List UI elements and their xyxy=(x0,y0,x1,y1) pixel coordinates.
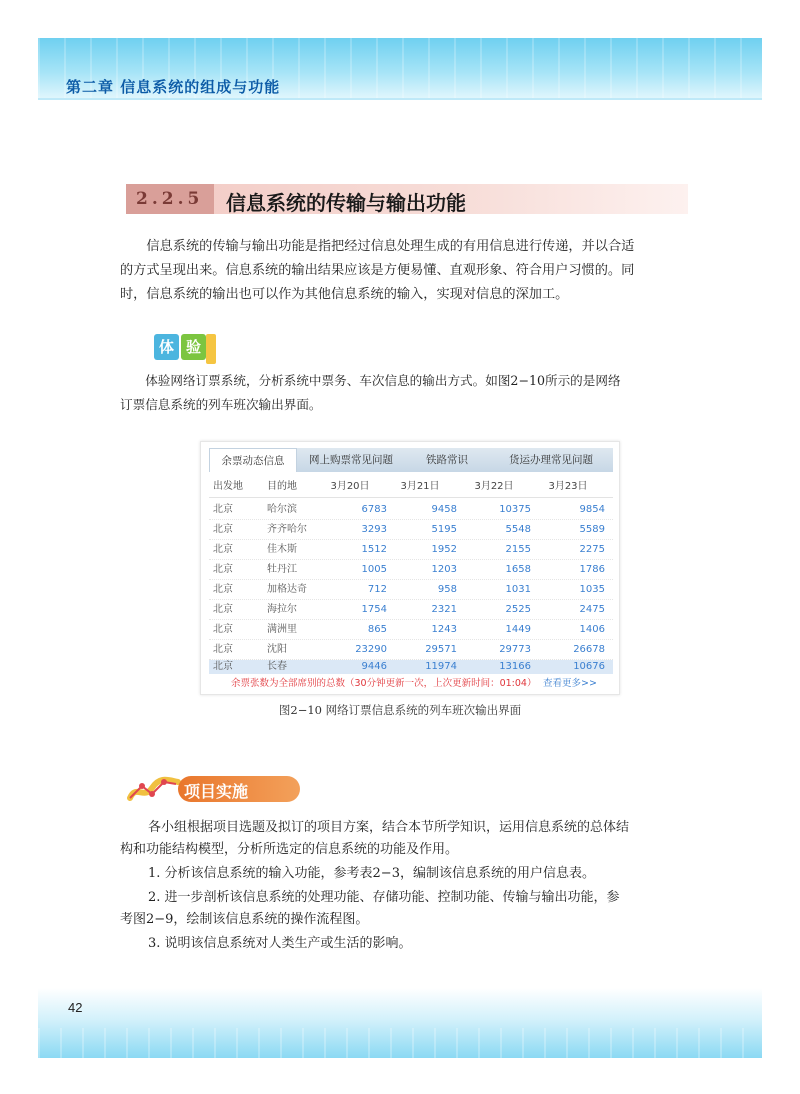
cell-count[interactable]: 1786 xyxy=(579,564,605,575)
cell-count[interactable]: 23290 xyxy=(355,644,387,655)
column-header-from: 出发地 xyxy=(213,481,243,492)
column-header-date-2: 3月21日 xyxy=(400,481,440,492)
table-row xyxy=(209,640,613,660)
cell-from: 北京 xyxy=(213,604,233,615)
cell-from: 北京 xyxy=(213,544,233,555)
experience-badge-char-1: 体 xyxy=(154,334,179,360)
cell-count[interactable]: 9446 xyxy=(361,661,387,672)
cell-count[interactable]: 712 xyxy=(367,584,387,595)
experience-badge-char-2: 验 xyxy=(181,334,206,360)
cell-to: 海拉尔 xyxy=(267,604,297,615)
intro-line-3: 时，信息系统的输出也可以作为其他信息系统的输入，实现对信息的深加工。 xyxy=(120,287,569,302)
figure-caption: 图2−10 网络订票信息系统的列车班次输出界面 xyxy=(278,703,522,717)
figure-update-note: 余票张数为全部席别的总数（30分钟更新一次，上次更新时间：01:04） xyxy=(231,678,537,689)
cell-count[interactable]: 2155 xyxy=(505,544,531,555)
cell-count[interactable]: 9458 xyxy=(431,504,457,515)
cell-from: 北京 xyxy=(213,524,233,535)
table-row xyxy=(209,600,613,620)
line-chart-icon xyxy=(126,774,182,804)
cell-count[interactable]: 1203 xyxy=(431,564,457,575)
cell-to: 佳木斯 xyxy=(267,544,297,555)
cell-to: 齐齐哈尔 xyxy=(267,524,307,535)
cell-count[interactable]: 1658 xyxy=(505,564,531,575)
cell-count[interactable]: 1243 xyxy=(431,624,457,635)
project-item-1: 1. 分析该信息系统的输入功能，参考表2−3，编制该信息系统的用户信息表。 xyxy=(148,866,595,881)
textbook-page xyxy=(38,38,762,1058)
project-item-2-line-1: 2. 进一步剖析该信息系统的处理功能、存储功能、控制功能、传输与输出功能，参 xyxy=(148,890,620,905)
project-title: 项目实施 xyxy=(184,782,249,801)
cell-count[interactable]: 10676 xyxy=(573,661,605,672)
project-item-2-line-2: 考图2−9，绘制该信息系统的操作流程图。 xyxy=(120,912,369,927)
section-number: 2.2.5 xyxy=(136,189,204,209)
intro-line-1: 信息系统的传输与输出功能是指把经过信息处理生成的有用信息进行传递，并以合适 xyxy=(146,239,635,254)
figure-table-header xyxy=(209,476,613,498)
cell-count[interactable]: 1449 xyxy=(505,624,531,635)
experience-line-2: 订票信息系统的列车班次输出界面。 xyxy=(120,397,322,412)
table-row xyxy=(209,620,613,640)
cell-count[interactable]: 2475 xyxy=(579,604,605,615)
figure-tab-bar xyxy=(209,448,613,472)
cell-count[interactable]: 958 xyxy=(437,584,457,595)
cell-count[interactable]: 2525 xyxy=(505,604,531,615)
experience-line-1: 体验网络订票系统，分析系统中票务、车次信息的输出方式。如图2−10所示的是网络 xyxy=(145,373,621,388)
tab-railway-knowledge[interactable]: 铁路常识 xyxy=(426,454,468,466)
column-header-to: 目的地 xyxy=(267,481,297,492)
page-number: 42 xyxy=(68,1000,83,1015)
cell-count[interactable]: 10375 xyxy=(499,504,531,515)
cell-count[interactable]: 1005 xyxy=(361,564,387,575)
column-header-date-4: 3月23日 xyxy=(548,481,588,492)
cell-count[interactable]: 2321 xyxy=(431,604,457,615)
cell-from: 北京 xyxy=(213,661,233,672)
cell-count[interactable]: 5589 xyxy=(579,524,605,535)
cell-count[interactable]: 6783 xyxy=(361,504,387,515)
table-row xyxy=(209,580,613,600)
table-row xyxy=(209,560,613,580)
cell-count[interactable]: 13166 xyxy=(499,661,531,672)
experience-badge-decoration xyxy=(206,334,216,364)
cell-from: 北京 xyxy=(213,624,233,635)
experience-badge xyxy=(154,334,206,364)
chapter-title: 第二章 信息系统的组成与功能 xyxy=(66,78,281,96)
tab-freight-faq[interactable]: 货运办理常见问题 xyxy=(509,454,593,466)
cell-count[interactable]: 5548 xyxy=(505,524,531,535)
cell-count[interactable]: 9854 xyxy=(579,504,605,515)
cell-count[interactable]: 29571 xyxy=(425,644,457,655)
view-more-link[interactable]: 查看更多>> xyxy=(543,678,597,689)
cell-to: 牡丹江 xyxy=(267,564,297,575)
table-row xyxy=(209,500,613,520)
cell-count[interactable]: 1031 xyxy=(505,584,531,595)
tab-online-faq[interactable]: 网上购票常见问题 xyxy=(309,454,393,466)
cell-count[interactable]: 26678 xyxy=(573,644,605,655)
cell-from: 北京 xyxy=(213,564,233,575)
section-title: 信息系统的传输与输出功能 xyxy=(226,191,466,215)
cell-to: 长春 xyxy=(267,661,287,672)
cell-count[interactable]: 3293 xyxy=(361,524,387,535)
cell-count[interactable]: 1512 xyxy=(361,544,387,555)
cell-from: 北京 xyxy=(213,644,233,655)
cell-count[interactable]: 1035 xyxy=(579,584,605,595)
column-header-date-1: 3月20日 xyxy=(330,481,370,492)
cell-count[interactable]: 2275 xyxy=(579,544,605,555)
table-row xyxy=(209,660,613,674)
cell-to: 加格达奇 xyxy=(267,584,307,595)
footer-decoration xyxy=(38,1028,762,1058)
cell-from: 北京 xyxy=(213,584,233,595)
table-row xyxy=(209,520,613,540)
ticket-figure xyxy=(200,441,620,695)
table-row xyxy=(209,540,613,560)
cell-to: 沈阳 xyxy=(267,644,287,655)
project-item-3: 3. 说明该信息系统对人类生产或生活的影响。 xyxy=(148,936,412,951)
project-heading xyxy=(126,774,306,804)
cell-count[interactable]: 11974 xyxy=(425,661,457,672)
header-rule xyxy=(38,98,762,100)
cell-count[interactable]: 29773 xyxy=(499,644,531,655)
cell-count[interactable]: 1754 xyxy=(361,604,387,615)
intro-line-2: 的方式呈现出来。信息系统的输出结果应该是方便易懂、直观形象、符合用户习惯的。同 xyxy=(120,263,635,278)
cell-count[interactable]: 1952 xyxy=(431,544,457,555)
cell-count[interactable]: 865 xyxy=(367,624,387,635)
project-paragraph-line-2: 构和功能结构模型，分析所选定的信息系统的功能及作用。 xyxy=(120,842,459,857)
project-paragraph-line-1: 各小组根据项目选题及拟订的项目方案，结合本节所学知识，运用信息系统的总体结 xyxy=(148,820,630,835)
column-header-date-3: 3月22日 xyxy=(474,481,514,492)
cell-count[interactable]: 5195 xyxy=(431,524,457,535)
cell-to: 满洲里 xyxy=(267,624,297,635)
cell-from: 北京 xyxy=(213,504,233,515)
cell-count[interactable]: 1406 xyxy=(579,624,605,635)
cell-to: 哈尔滨 xyxy=(267,504,297,515)
tab-remaining-tickets[interactable]: 余票动态信息 xyxy=(209,448,297,472)
